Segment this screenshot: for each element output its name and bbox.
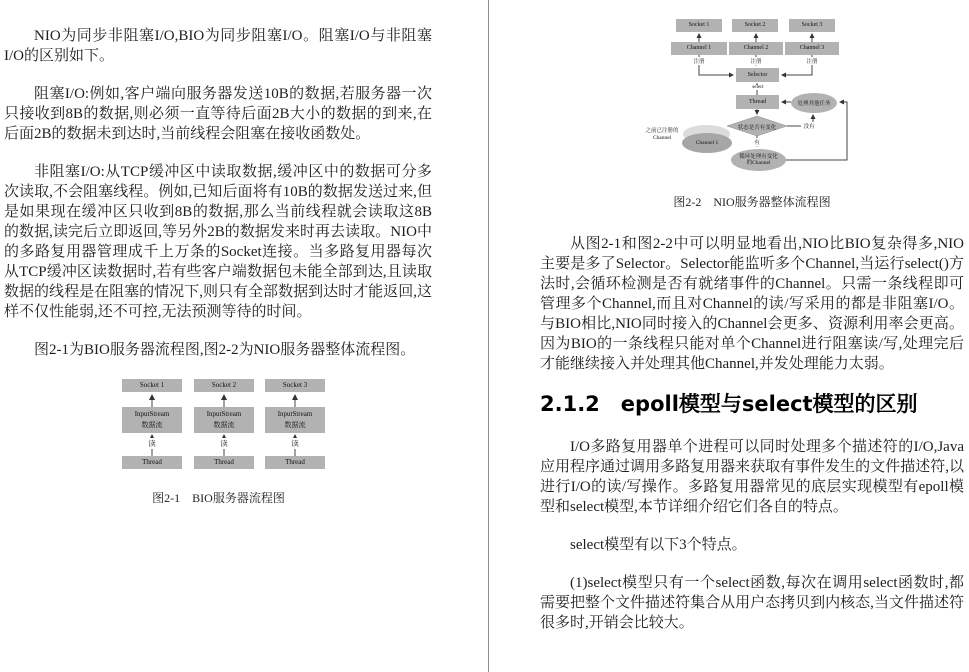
yes-label: 有 — [754, 140, 760, 146]
loop-channel-ellipse — [731, 149, 786, 171]
inputstream-label: InputStream — [206, 410, 242, 418]
thread-box: Thread — [736, 95, 779, 109]
section-heading-2-1-2: 2.1.2 epoll模型与select模型的区别 — [540, 392, 918, 416]
channel-box: Channel 2 — [729, 42, 783, 55]
column-divider — [488, 0, 489, 672]
socket-box: Socket 3 — [789, 19, 835, 32]
figure-2-1-caption: 图2-1 BIO服务器流程图 — [152, 491, 285, 505]
register-label: 注册 — [798, 57, 826, 65]
inputstream-label: InputStream — [134, 410, 170, 418]
inputstream-label: InputStream — [277, 410, 313, 418]
registered-channel-note — [642, 128, 682, 142]
read-label: 读 — [285, 438, 305, 449]
datastream-label: 数据流 — [141, 421, 163, 429]
registered-channel-note-line: 之前已注册的 — [645, 128, 679, 134]
datastream-label: 数据流 — [213, 421, 235, 429]
body-paragraph: 阻塞I/O:例如,客户端向服务器发送10B的数据,若服务器一次只接收到8B的数据,则必须一直等待后面2B大小的数据的到来,在后面2B的数据未到达时,当前线程会阻塞在接收函数处。 — [4, 86, 432, 142]
right-column — [540, 234, 964, 651]
figure-2-2-nio-flow — [640, 12, 860, 180]
state-change-label: 状态是否有变化 — [737, 125, 777, 131]
loop-channel-label: 循环处理有变化 — [739, 153, 778, 160]
read-label: 读 — [142, 438, 162, 449]
socket-box: Socket 3 — [265, 379, 325, 392]
register-label: 注册 — [685, 57, 713, 65]
inputstream-box — [122, 407, 182, 433]
body-paragraph: 图2-1为BIO服务器流程图,图2-2为NIO服务器整体流程图。 — [34, 342, 416, 358]
read-label: 读 — [214, 438, 234, 449]
body-paragraph: I/O多路复用器单个进程可以同时处理多个描述符的I/O,Java应用程序通过调用多路复用器来获取有事件发生的文件描述符,以进行I/O的读/写操作。多路复用器常见的底层实现模型有epoll模型和select模型,本节详细介绍它们各自的特点。 — [540, 439, 964, 515]
selector-box: Selector — [736, 68, 779, 82]
body-paragraph: (1)select模型只有一个select函数,每次在调用select函数时,都需要把整个文件描述符集合从用户态拷贝到内核态,当文件描述符很多时,开销会比较大。 — [540, 575, 964, 631]
body-paragraph: 非阻塞I/O:从TCP缓冲区中读取数据,缓冲区中的数据可分多次读取,不会阻塞线程。例如,已知后面将有10B的数据发送过来,但是如果现在缓冲区只收到8B的数据,那么当前线程就会读取这8B的数据,读完后立即返回,等另外2B的数据发来时再去读取。NIO中的多路复用器管理成千上万条的Socket连接。当多路复用器每次从TCP缓冲区读数据时,若有些客户端数据包未能全部到达,且读取数据的线程是在阻塞的情况下,则只有全部数据到达时才能返回,这样不仅性能弱,还不可控,无法预测等待的时间。 — [4, 164, 432, 320]
socket-box: Socket 1 — [122, 379, 182, 392]
socket-box: Socket 2 — [194, 379, 254, 392]
body-paragraph: NIO为同步非阻塞I/O,BIO为同步阻塞I/O。阻塞I/O与非阻塞I/O的区别如下。 — [4, 28, 432, 64]
register-label: 注册 — [742, 57, 770, 65]
figure-2-1-bio-flow — [0, 374, 437, 478]
socket-box: Socket 1 — [676, 19, 722, 32]
figure-2-2-caption: 图2-2 NIO服务器整体流程图 — [673, 195, 831, 209]
other-tasks-ellipse: 处理其他任务 — [791, 93, 837, 113]
inputstream-box — [194, 407, 254, 433]
channel-box: Channel 1 — [671, 42, 727, 55]
channel-box: Channel 3 — [785, 42, 839, 55]
body-paragraph: select模型有以下3个特点。 — [570, 537, 747, 553]
left-column — [4, 26, 432, 378]
socket-box: Socket 2 — [732, 19, 778, 32]
loop-channel-label: 的Channel — [746, 160, 771, 166]
thread-box: Thread — [122, 456, 182, 469]
thread-box: Thread — [194, 456, 254, 469]
select-label: select — [743, 85, 773, 90]
thread-box: Thread — [265, 456, 325, 469]
registered-channel-note-line: Channel — [652, 135, 672, 141]
inputstream-box — [265, 407, 325, 433]
datastream-label: 数据流 — [284, 421, 306, 429]
registered-channel-cylinder: Channel 1 — [682, 133, 732, 153]
body-paragraph: 从图2-1和图2-2中可以明显地看出,NIO比BIO复杂得多,NIO主要是多了Selector。Selector能监听多个Channel,当运行select()方法时,会循环检测是否有就绪事件的Channel。只需一条线程即可管理多个Channel,而且对Channel的读/写采用的都是非阻塞I/O。与BIO相比,NIO同时接入的Channel会更多、资源利用率会更高。因为BIO的一条线程只能对单个Channel进行阻塞读/写,处理完后才能继续接入并处理其他Channel,并发处理能力太弱。 — [540, 236, 964, 372]
no-label: 没有 — [801, 122, 817, 130]
